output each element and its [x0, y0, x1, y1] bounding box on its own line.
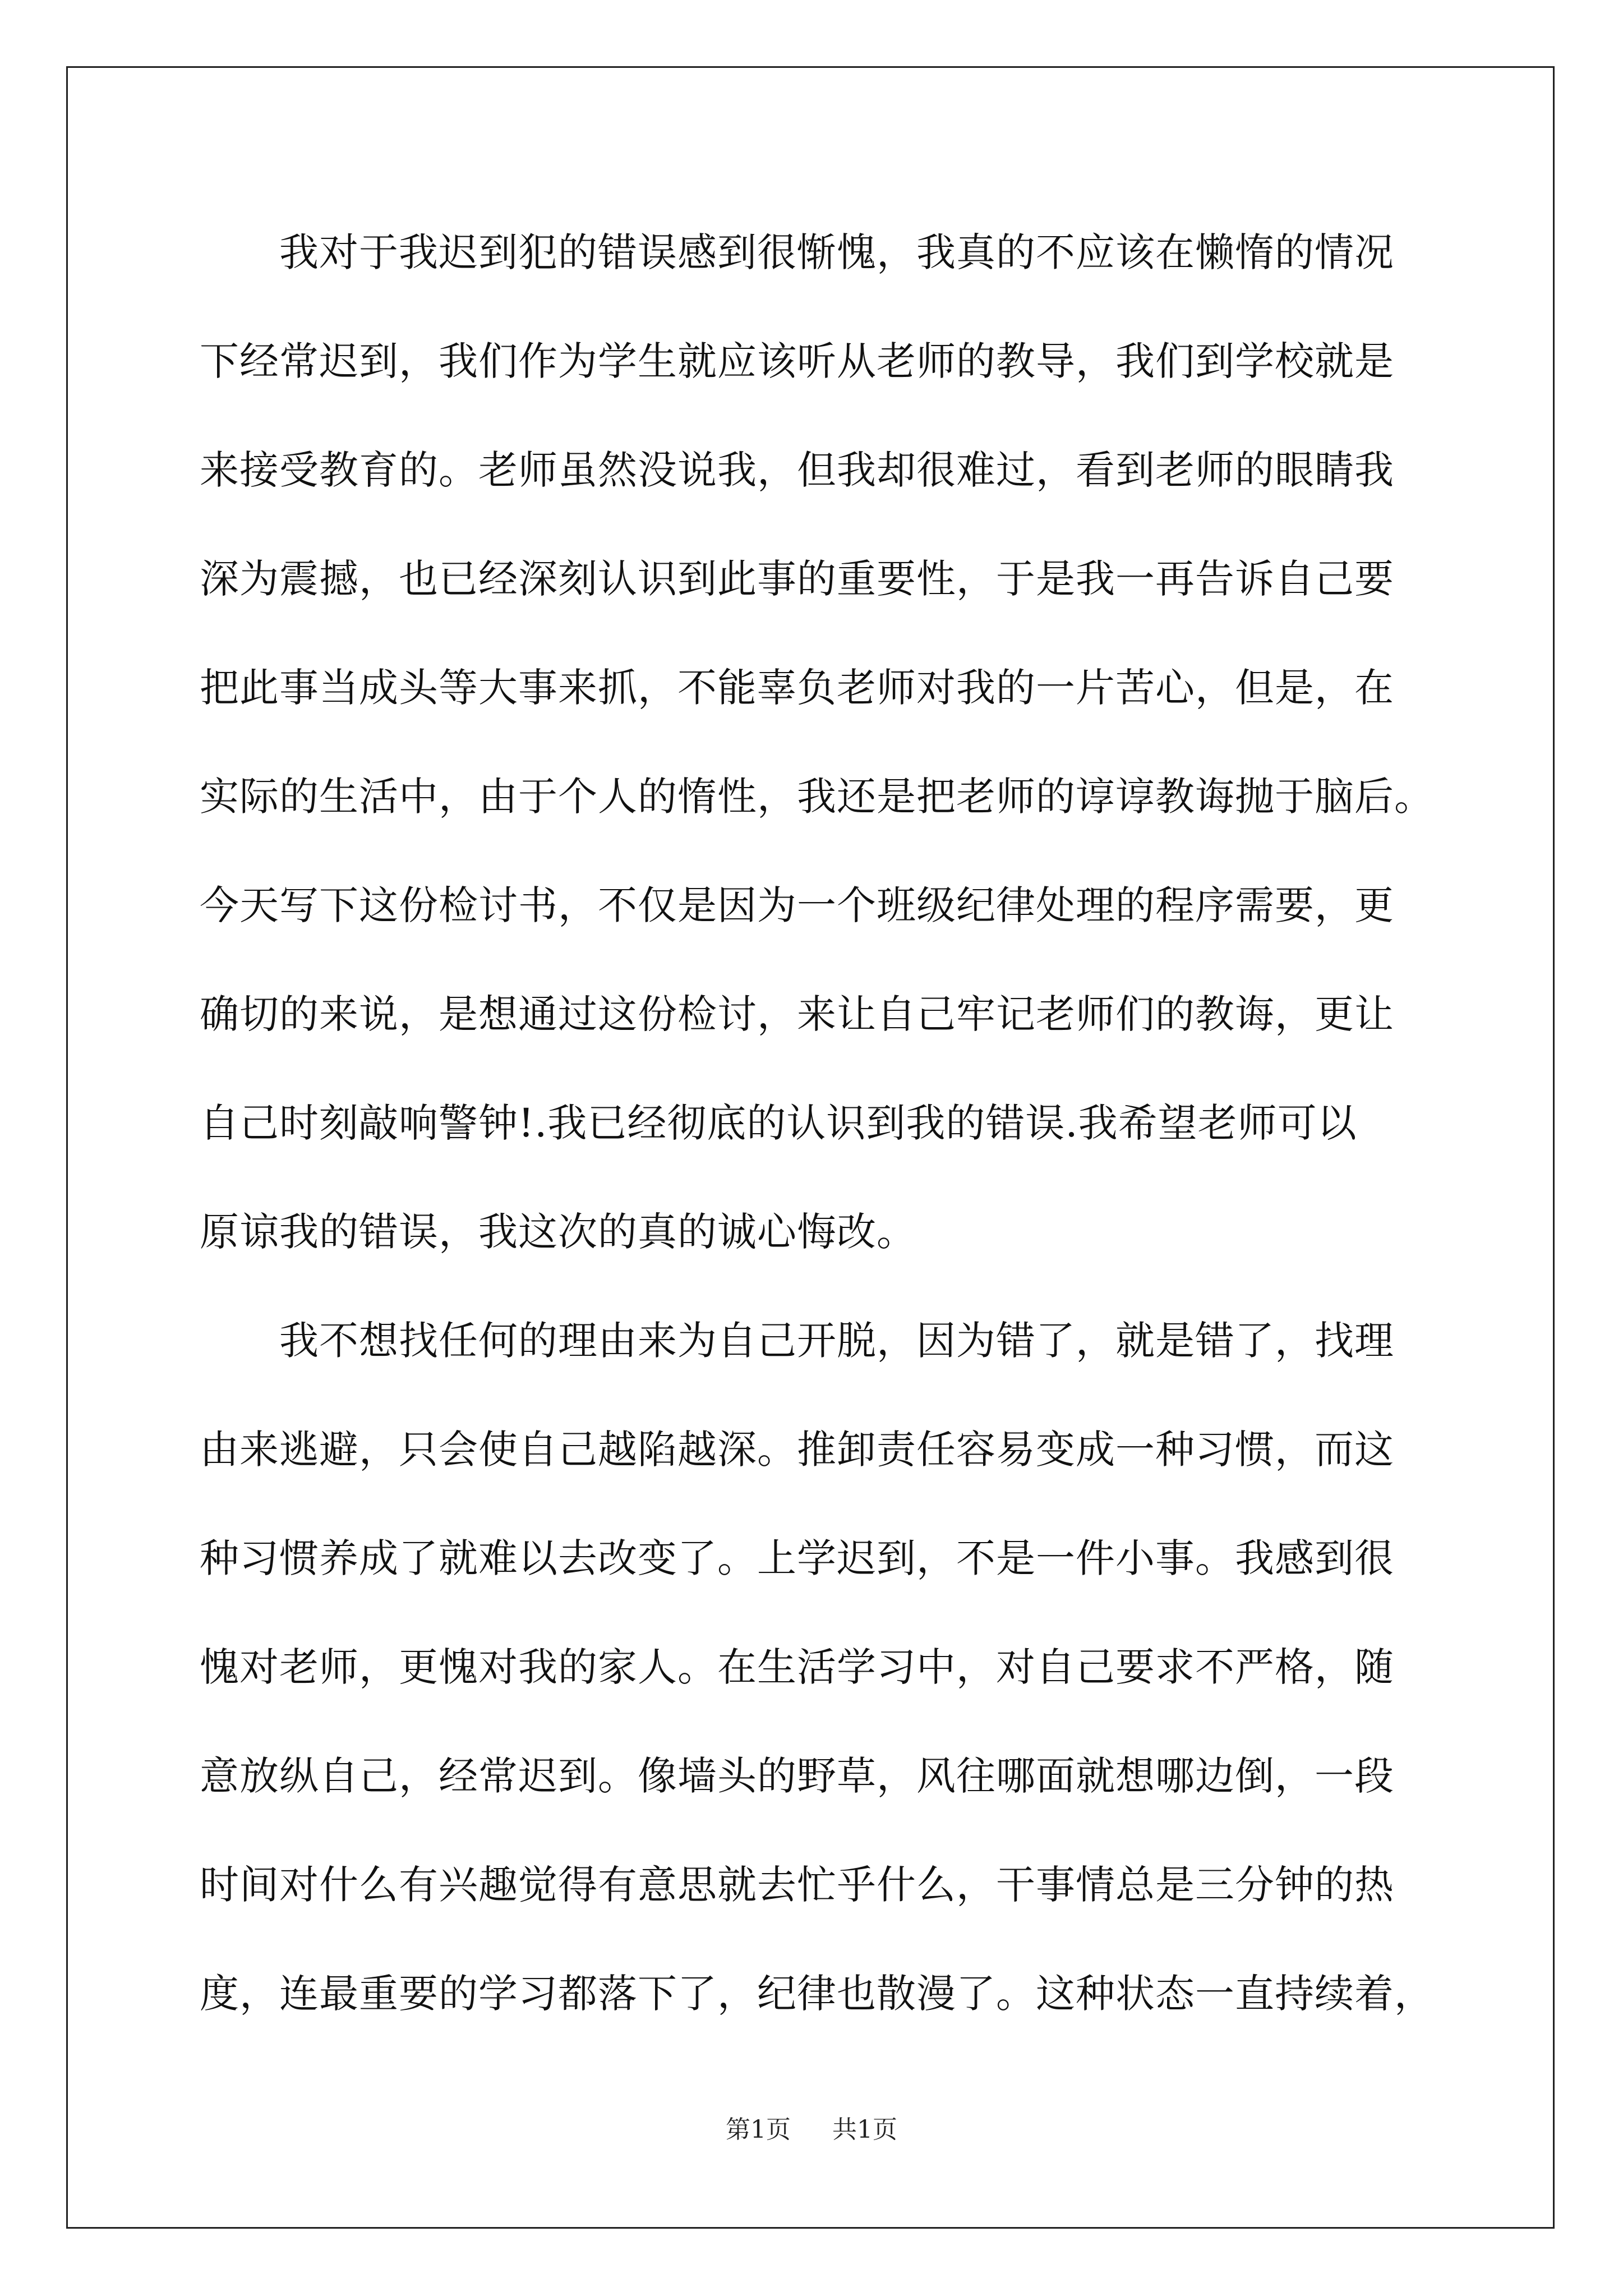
text-line: 我不想找任何的理由来为自己开脱，因为错了，就是错了，找理 [200, 1318, 1394, 1364]
text-line: 种习惯养成了就难以去改变了。上学迟到，不是一件小事。我感到很 [200, 1535, 1394, 1581]
text-line: 愧对老师，更愧对我的家人。在生活学习中，对自己要求不严格，随 [200, 1644, 1394, 1690]
text-line: 今天写下这份检讨书，不仅是因为一个班级纪律处理的程序需要，更 [200, 882, 1394, 928]
text-line: 自己时刻敲响警钟!.我已经彻底的认识到我的错误.我希望老师可以 [200, 1100, 1357, 1146]
text-line: 由来逃避，只会使自己越陷越深。推卸责任容易变成一种习惯，而这 [200, 1427, 1394, 1473]
document-body [200, 222, 1433, 2072]
text-line: 来接受教育的。老师虽然没说我，但我却很难过，看到老师的眼睛我 [200, 447, 1394, 493]
text-line: 深为震撼，也已经深刻认识到此事的重要性，于是我一再告诉自己要 [200, 556, 1394, 602]
text-line: 下经常迟到，我们作为学生就应该听从老师的教导，我们到学校就是 [200, 338, 1394, 384]
text-line: 实际的生活中，由于个人的惰性，我还是把老师的谆谆教诲抛于脑后。 [200, 774, 1434, 820]
page-number-current: 第1页 [726, 2115, 791, 2144]
page-number-total: 共1页 [832, 2115, 897, 2144]
text-line: 度，连最重要的学习都落下了，纪律也散漫了。这种状态一直持续着， [200, 1971, 1434, 2017]
text-line: 我对于我迟到犯的错误感到很惭愧，我真的不应该在懒惰的情况 [200, 229, 1394, 275]
text-line: 确切的来说，是想通过这份检讨，来让自己牢记老师们的教诲，更让 [200, 991, 1394, 1037]
page-footer [0, 2109, 1623, 2145]
text-line: 原谅我的错误，我这次的真的诚心悔改。 [200, 1209, 916, 1255]
text-line: 时间对什么有兴趣觉得有意思就去忙乎什么，干事情总是三分钟的热 [200, 1862, 1394, 1908]
text-line: 意放纵自己，经常迟到。像墙头的野草，风往哪面就想哪边倒，一段 [200, 1753, 1394, 1799]
text-line: 把此事当成头等大事来抓，不能辜负老师对我的一片苦心，但是，在 [200, 665, 1394, 711]
